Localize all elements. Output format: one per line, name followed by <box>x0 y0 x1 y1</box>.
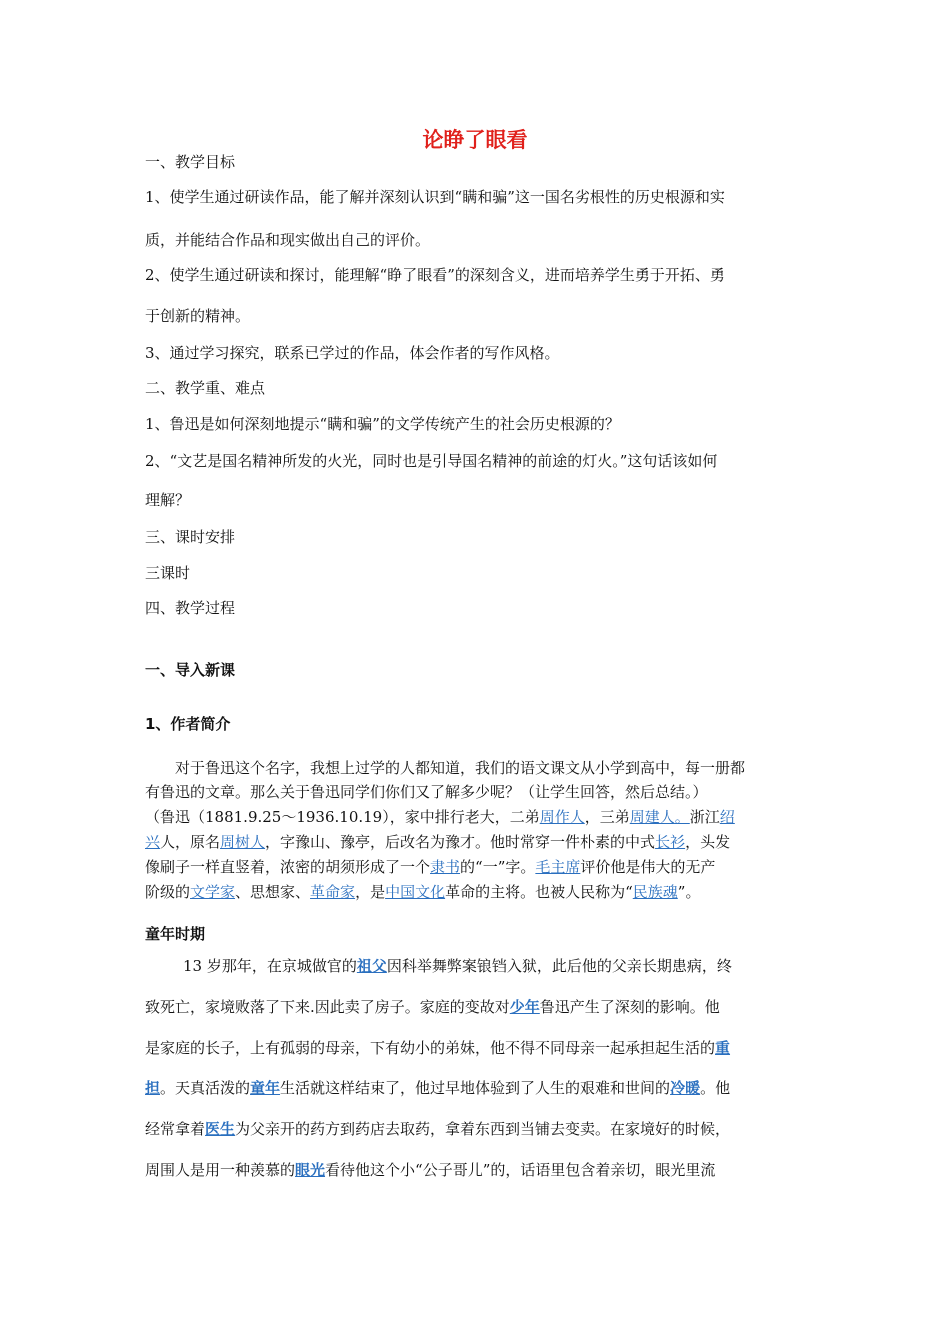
link-changshan[interactable]: 长衫 <box>655 833 686 851</box>
intro-para-line-1: 对于鲁迅这个名字，我想上过学的人都知道，我们的语文课文从小学到高中，每一册都 <box>175 759 746 777</box>
link-zhongguo-wenhua[interactable]: 中国文化 <box>385 883 446 901</box>
link-lengnuan[interactable]: 冷暖 <box>670 1079 701 1097</box>
link-zhou-jianren[interactable]: 周建人。 <box>629 808 690 826</box>
link-minzuhun[interactable]: 民族魂 <box>632 883 678 901</box>
childhood-line-3: 是家庭的长子，上有孤弱的母亲，下有幼小的弟妹，他不得不同母亲一起承担起生活的重 <box>145 1039 731 1057</box>
childhood-line-2: 致死亡，家境败落了下来.因此卖了房子。家庭的变故对少年鲁迅产生了深刻的影响。他 <box>145 998 720 1016</box>
link-yisheng[interactable]: 医生 <box>205 1120 236 1138</box>
childhood-line-5: 经常拿着医生为父亲开的药方到药店去取药，拿着东西到当铺去变卖。在家境好的时候， <box>145 1120 731 1138</box>
section-heading-schedule: 三、课时安排 <box>145 528 236 546</box>
link-zhou-zuoren[interactable]: 周作人 <box>539 808 585 826</box>
goal-3: 3、通过学习探究，联系已学过的作品，体会作者的写作风格。 <box>145 344 560 362</box>
goal-2-line-1: 2、使学生通过研读和探讨，能理解“睁了眼看”的深刻含义，进而培养学生勇于开拓、勇 <box>145 266 725 284</box>
goal-2-line-2: 于创新的精神。 <box>145 307 251 325</box>
link-mao-zhuxi[interactable]: 毛主席 <box>535 858 581 876</box>
link-wenxuejia[interactable]: 文学家 <box>190 883 236 901</box>
link-shaoxing-part-2[interactable]: 兴 <box>145 833 161 851</box>
keypoint-2-line-1: 2、“文艺是国名精神所发的火光，同时也是引导国名精神的前途的灯火。”这句话该如何 <box>145 452 718 470</box>
goal-1-line-1: 1、使学生通过研读作品，能了解并深刻认识到“瞒和骗”这一国名劣根性的历史根源和实 <box>145 188 725 206</box>
link-shaoxing-part-1[interactable]: 绍 <box>719 808 735 826</box>
intro-heading: 一、导入新课 <box>145 661 236 679</box>
link-lishu[interactable]: 隶书 <box>430 858 461 876</box>
childhood-line-1: 13 岁那年，在京城做官的祖父因科举舞弊案锒铛入狱，此后他的父亲长期患病，终 <box>183 957 732 975</box>
intro-para-line-6: 阶级的文学家、思想家、革命家，是中国文化革命的主将。也被人民称为“民族魂”。 <box>145 883 701 901</box>
keypoint-1: 1、鲁迅是如何深刻地提示“瞒和骗”的文学传统产生的社会历史根源的？ <box>145 415 620 433</box>
section-heading-keypoints: 二、教学重、难点 <box>145 379 266 397</box>
link-tongnian[interactable]: 童年 <box>250 1079 281 1097</box>
link-zhongdan-part-1[interactable]: 重 <box>715 1039 731 1057</box>
section-heading-process: 四、教学过程 <box>145 599 236 617</box>
intro-para-line-5: 像刷子一样直竖着，浓密的胡须形成了一个隶书的“一”字。毛主席评价他是伟大的无产 <box>145 858 716 876</box>
link-yanguang[interactable]: 眼光 <box>295 1161 326 1179</box>
link-gemingjia[interactable]: 革命家 <box>310 883 356 901</box>
childhood-line-4: 担。天真活泼的童年生活就这样结束了，他过早地体验到了人生的艰难和世间的冷暖。他 <box>145 1079 731 1097</box>
link-zhongdan-part-2[interactable]: 担 <box>145 1079 161 1097</box>
document-title: 论睁了眼看 <box>422 128 528 152</box>
link-zhou-shuren[interactable]: 周树人 <box>220 833 266 851</box>
intro-para-line-3: （鲁迅（1881.9.25～1936.10.19），家中排行老大，二弟周作人，三弟周建人。浙江绍 <box>145 808 735 826</box>
section-heading-goals: 一、教学目标 <box>145 153 236 171</box>
author-intro-heading: 1、作者简介 <box>145 715 231 733</box>
link-shaonian[interactable]: 少年 <box>509 998 540 1016</box>
intro-para-line-4: 兴人，原名周树人，字豫山、豫亭，后改名为豫才。他时常穿一件朴素的中式长衫，头发 <box>145 833 731 851</box>
goal-1-line-2: 质，并能结合作品和现实做出自己的评价。 <box>145 231 431 249</box>
childhood-line-6: 周围人是用一种羡慕的眼光看待他这个小“公子哥儿”的，话语里包含着亲切，眼光里流 <box>145 1161 716 1179</box>
intro-para-line-2: 有鲁迅的文章。那么关于鲁迅同学们你们又了解多少呢？（让学生回答，然后总结。） <box>145 783 708 801</box>
schedule-value: 三课时 <box>145 564 191 582</box>
keypoint-2-line-2: 理解？ <box>145 491 191 509</box>
link-zufu[interactable]: 祖父 <box>356 957 387 975</box>
childhood-heading: 童年时期 <box>145 925 206 943</box>
